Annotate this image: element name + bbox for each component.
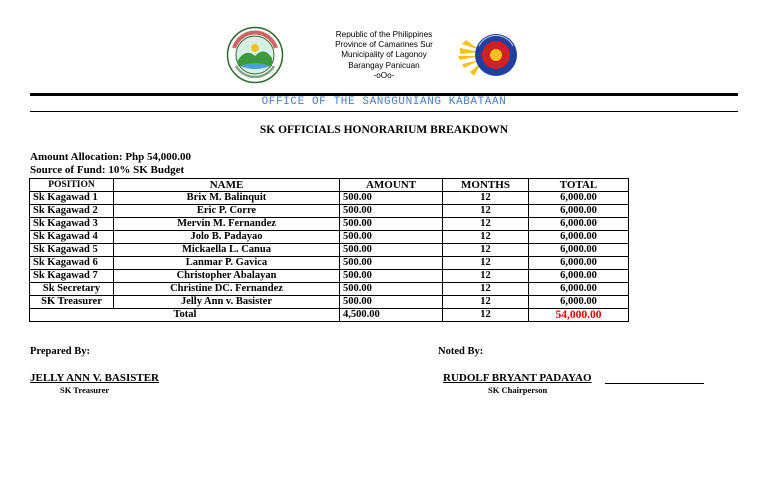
document-title: SK OFFICIALS HONORARIUM BREAKDOWN — [259, 124, 509, 136]
total-cell: 6,000.00 — [529, 218, 629, 231]
honorarium-table — [29, 178, 629, 322]
amount-cell: 500.00 — [340, 231, 443, 244]
months-cell: 12 — [443, 283, 529, 296]
table-row — [30, 205, 629, 218]
total-cell: 6,000.00 — [529, 244, 629, 257]
table-row — [30, 296, 629, 309]
total-cell: 6,000.00 — [529, 270, 629, 283]
table-row — [30, 192, 629, 205]
name-cell: Mervin M. Fernandez — [114, 218, 340, 231]
amount-cell: 500.00 — [340, 296, 443, 309]
name-cell: Lanmar P. Gavica — [114, 257, 340, 270]
total-cell: 6,000.00 — [529, 192, 629, 205]
table-row — [30, 244, 629, 257]
sangguniang-kabataan-logo — [456, 26, 520, 84]
prepared-by-name: JELLY ANN V. BASISTER — [30, 372, 160, 384]
total-row-blank — [30, 309, 114, 322]
total-cell: 6,000.00 — [529, 283, 629, 296]
position-cell: Sk Kagawad 4 — [30, 231, 114, 244]
months-cell: 12 — [443, 244, 529, 257]
header-line: Province of Camarines Sur — [335, 40, 433, 50]
amount-allocation: Amount Allocation: Php 54,000.00 — [30, 151, 192, 163]
table-row — [30, 257, 629, 270]
total-cell: 6,000.00 — [529, 205, 629, 218]
position-cell: Sk Kagawad 1 — [30, 192, 114, 205]
amount-cell: 500.00 — [340, 270, 443, 283]
column-header-months: MONTHS — [443, 179, 529, 192]
column-header-name: NAME — [114, 179, 340, 192]
header-line: Municipality of Lagonoy — [341, 50, 427, 60]
total-cell: 6,000.00 — [529, 231, 629, 244]
office-title: OFFICE OF THE SANGGUNIANG KABATAAN — [261, 96, 507, 108]
amount-cell: 500.00 — [340, 218, 443, 231]
prepared-by-role: SK Treasurer — [60, 385, 110, 395]
months-cell: 12 — [443, 257, 529, 270]
grand-total-cell: 54,000.00 — [529, 309, 629, 322]
months-cell: 12 — [443, 192, 529, 205]
months-cell: 12 — [443, 296, 529, 309]
header-line: Barangay Panicuan — [348, 60, 420, 70]
signature-line — [605, 383, 704, 384]
column-header-position: POSITION — [30, 179, 114, 192]
position-cell: Sk Kagawad 2 — [30, 205, 114, 218]
amount-cell: 500.00 — [340, 192, 443, 205]
months-cell: 12 — [443, 205, 529, 218]
months-cell: 12 — [443, 270, 529, 283]
total-cell: 6,000.00 — [529, 257, 629, 270]
government-header — [300, 30, 468, 81]
position-cell: Sk Kagawad 6 — [30, 257, 114, 270]
source-of-fund: Source of Fund: 10% SK Budget — [30, 164, 185, 176]
table-row — [30, 218, 629, 231]
months-cell: 12 — [443, 218, 529, 231]
total-amount-cell: 4,500.00 — [340, 309, 443, 322]
barangay-panicuan-seal — [226, 26, 284, 84]
total-months-cell: 12 — [443, 309, 529, 322]
header-rule-bottom — [30, 111, 738, 112]
name-cell: Eric P. Corre — [114, 205, 340, 218]
table-row — [30, 231, 629, 244]
name-cell: Christine DC. Fernandez — [114, 283, 340, 296]
name-cell: Christopher Abalayan — [114, 270, 340, 283]
total-row — [30, 309, 629, 322]
table-row — [30, 270, 629, 283]
noted-by-name: RUDOLF BRYANT PADAYAO — [443, 372, 592, 384]
position-cell: Sk Kagawad 3 — [30, 218, 114, 231]
position-cell: SK Treasurer — [30, 296, 114, 309]
total-cell: 6,000.00 — [529, 296, 629, 309]
amount-cell: 500.00 — [340, 257, 443, 270]
amount-cell: 500.00 — [340, 283, 443, 296]
total-label: Total — [114, 309, 340, 322]
noted-by-role: SK Chairperson — [488, 385, 548, 395]
name-cell: Mickaella L. Canua — [114, 244, 340, 257]
table-row — [30, 283, 629, 296]
header-line: Republic of the Philippines — [335, 30, 433, 39]
amount-cell: 500.00 — [340, 244, 443, 257]
column-header-total: TOTAL — [529, 179, 629, 192]
name-cell: Brix M. Balinquit — [114, 192, 340, 205]
prepared-by-label: Prepared By: — [30, 346, 90, 357]
amount-cell: 500.00 — [340, 205, 443, 218]
name-cell: Jolo B. Padayao — [114, 231, 340, 244]
table-header-row — [30, 179, 629, 192]
name-cell: Jelly Ann v. Basister — [114, 296, 340, 309]
months-cell: 12 — [443, 231, 529, 244]
position-cell: Sk Secretary — [30, 283, 114, 296]
position-cell: Sk Kagawad 7 — [30, 270, 114, 283]
position-cell: Sk Kagawad 5 — [30, 244, 114, 257]
column-header-amount: AMOUNT — [340, 179, 443, 192]
noted-by-label: Noted By: — [438, 346, 484, 357]
header-line: -oOo- — [373, 70, 395, 80]
